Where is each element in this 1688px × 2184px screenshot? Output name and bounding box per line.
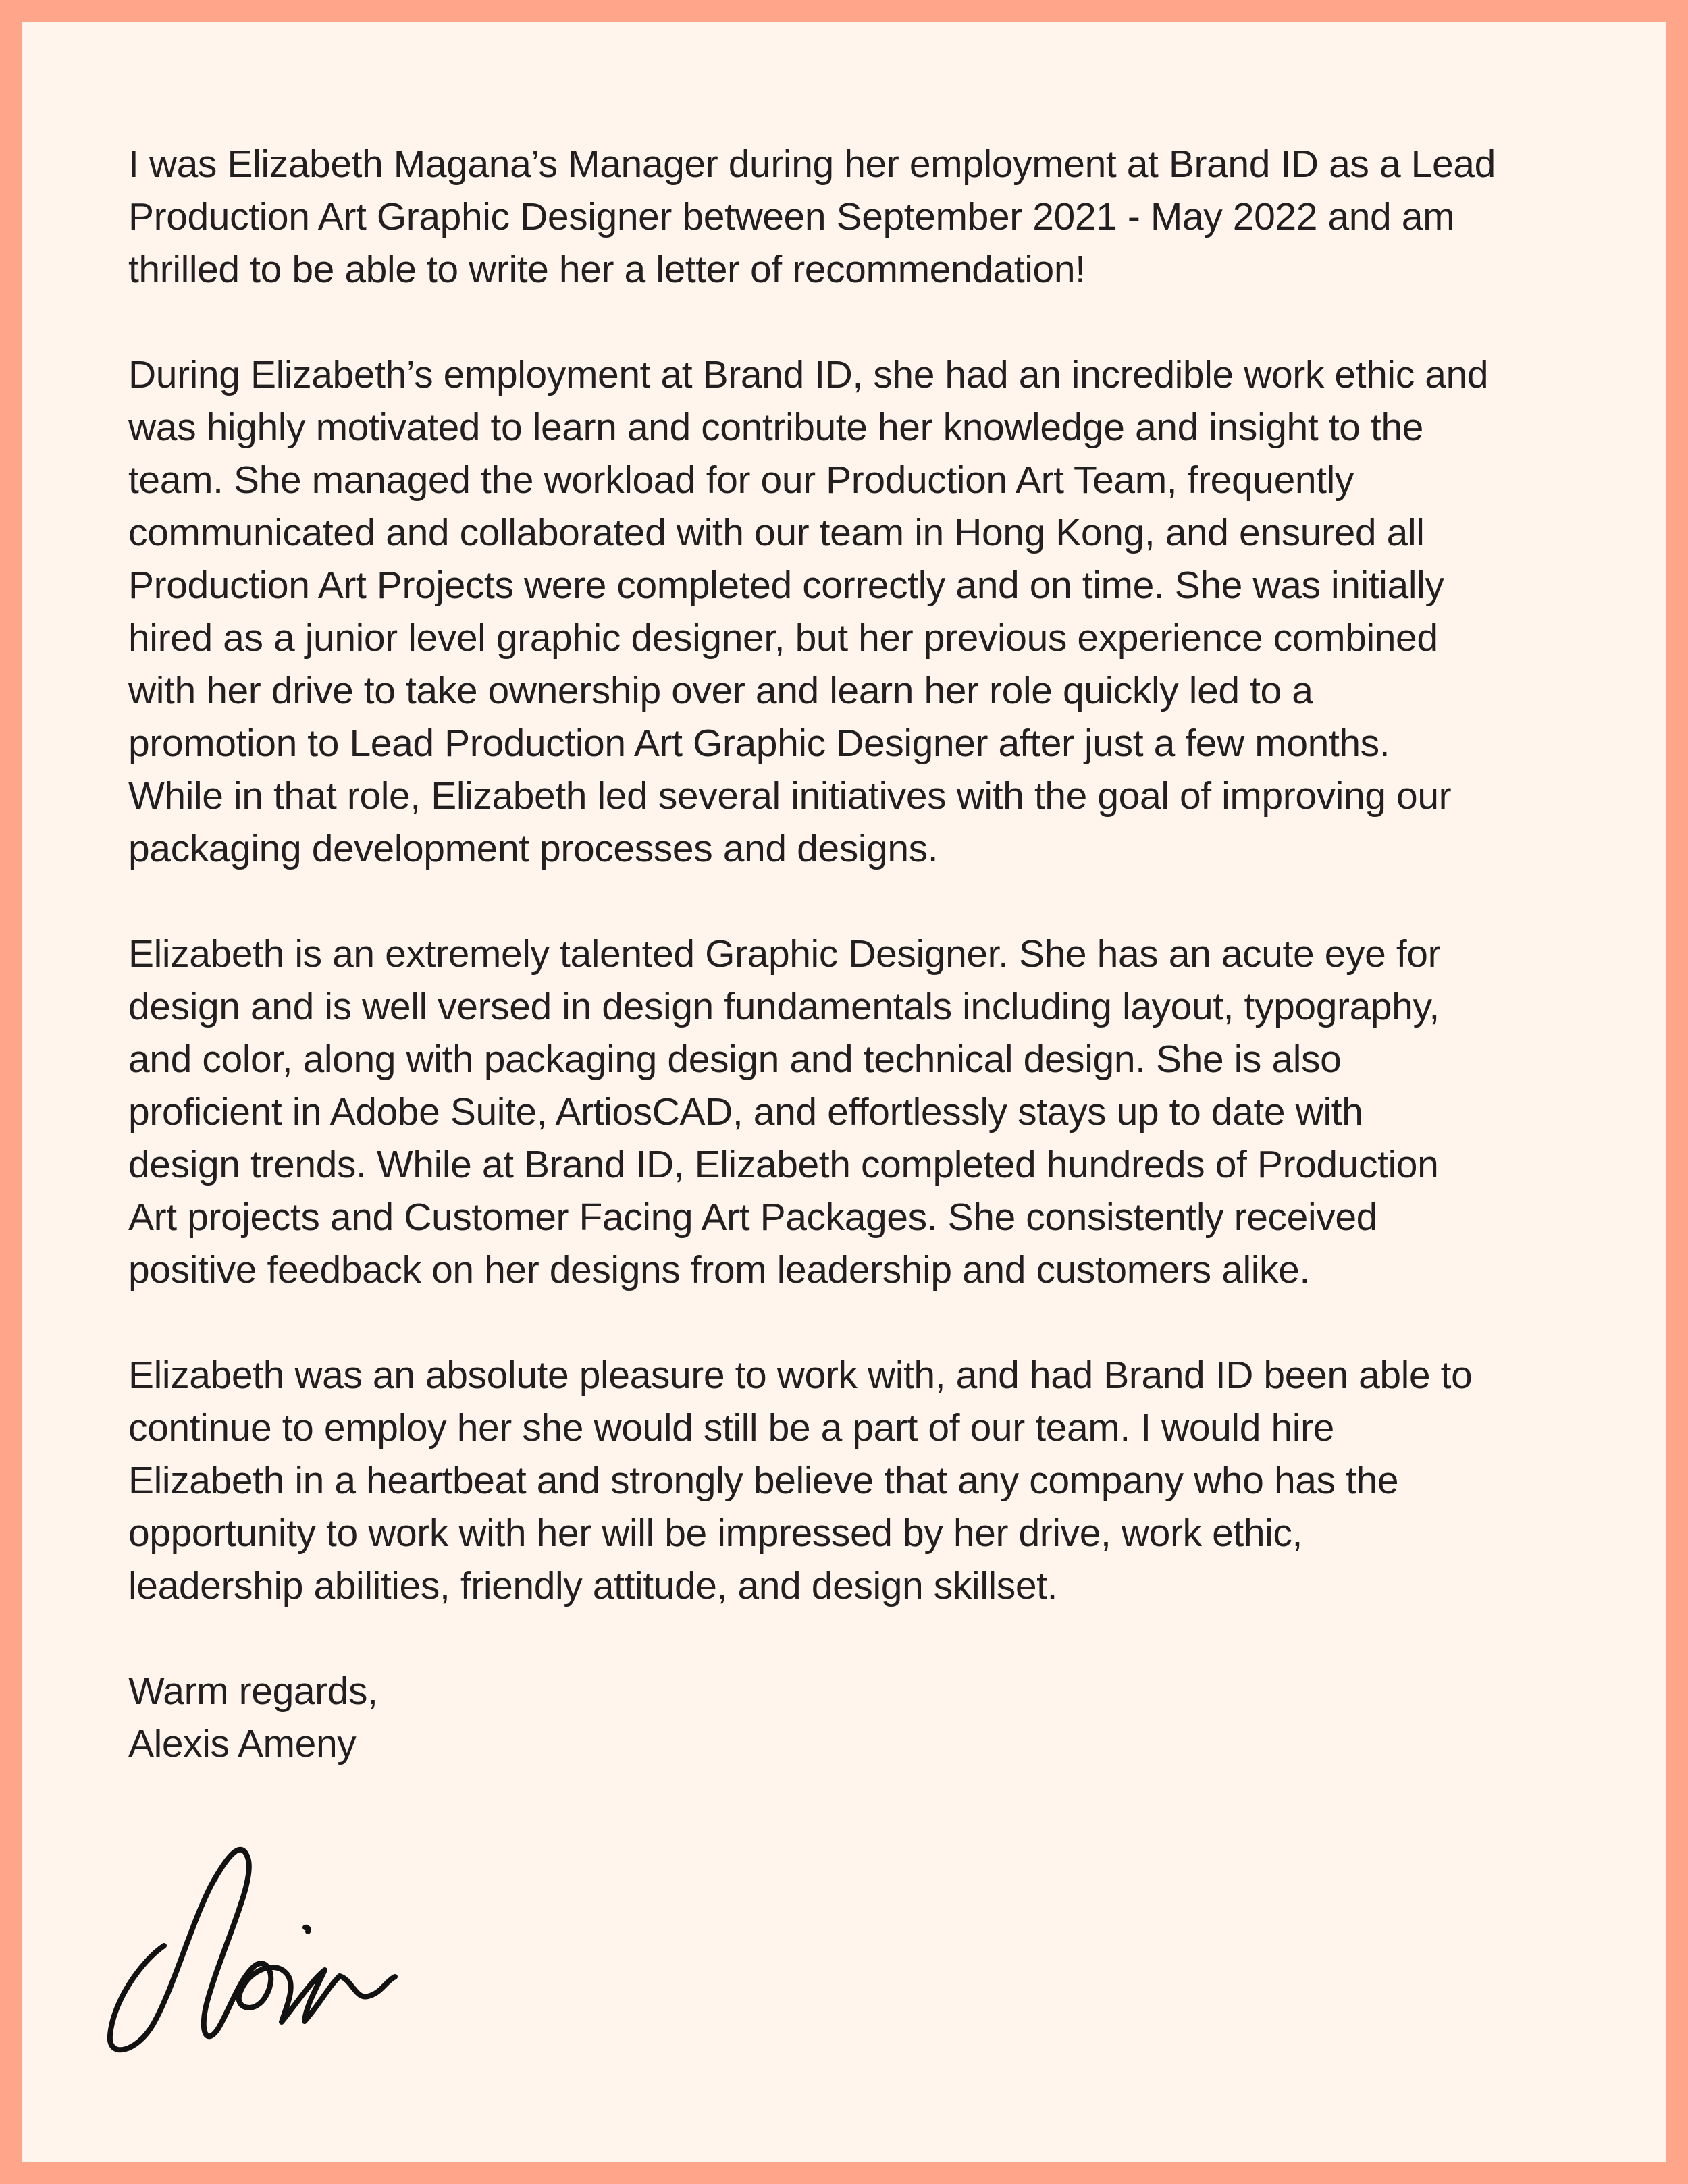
closing-line: Warm regards,: [128, 1670, 378, 1713]
letter-paragraph-3: Elizabeth is an extremely talented Graphic Designer. She has an acute eye for design and is well versed in design fundamentals including layout, typography, and color, along with packaging design and technical design. She is also proficient in Adobe Suite, ArtiosCAD, and effortlessly stays up to date with design trends. While at Brand ID, Elizabeth completed hundreds of Production Art projects and Customer Facing Art Packages. She consistently received positive feedback on her designs from leadership and customers alike.: [128, 932, 1441, 1291]
letter-paragraph-2: During Elizabeth’s employment at Brand ID, she had an incredible work ethic and was highly motivated to learn and contribute her knowledge and insight to the team. She managed the workload for our Production Art Team, frequently communicated and collaborated with our team in Hong Kong, and ensured all Production Art Projects were completed correctly and on time. She was initially hired as a junior level graphic designer, but her previous experience combined with her drive to take ownership over and learn her role quickly led to a promotion to Lead Production Art Graphic Designer after just a few months. While in that role, Elizabeth led several initiatives with the goal of improving our packaging development processes and designs.: [128, 353, 1489, 870]
signer-name: Alexis Ameny: [128, 1722, 357, 1765]
letter-paragraph-1: I was Elizabeth Magana’s Manager during her employment at Brand ID as a Lead Production Art Graphic Designer between September 2021 - May 2022 and am thrilled to be able to write her a letter of recommendation!: [128, 142, 1496, 291]
letter-body: [128, 138, 1614, 1770]
letter-paragraph-4: Elizabeth was an absolute pleasure to work with, and had Brand ID been able to continue to employ her she would still be a part of our team. I would hire Elizabeth in a heartbeat and strongly believe that any company who has the opportunity to work with her will be impressed by her drive, work ethic, leadership abilities, friendly attitude, and design skillset.: [128, 1354, 1473, 1607]
signature-icon: [84, 1809, 408, 2066]
